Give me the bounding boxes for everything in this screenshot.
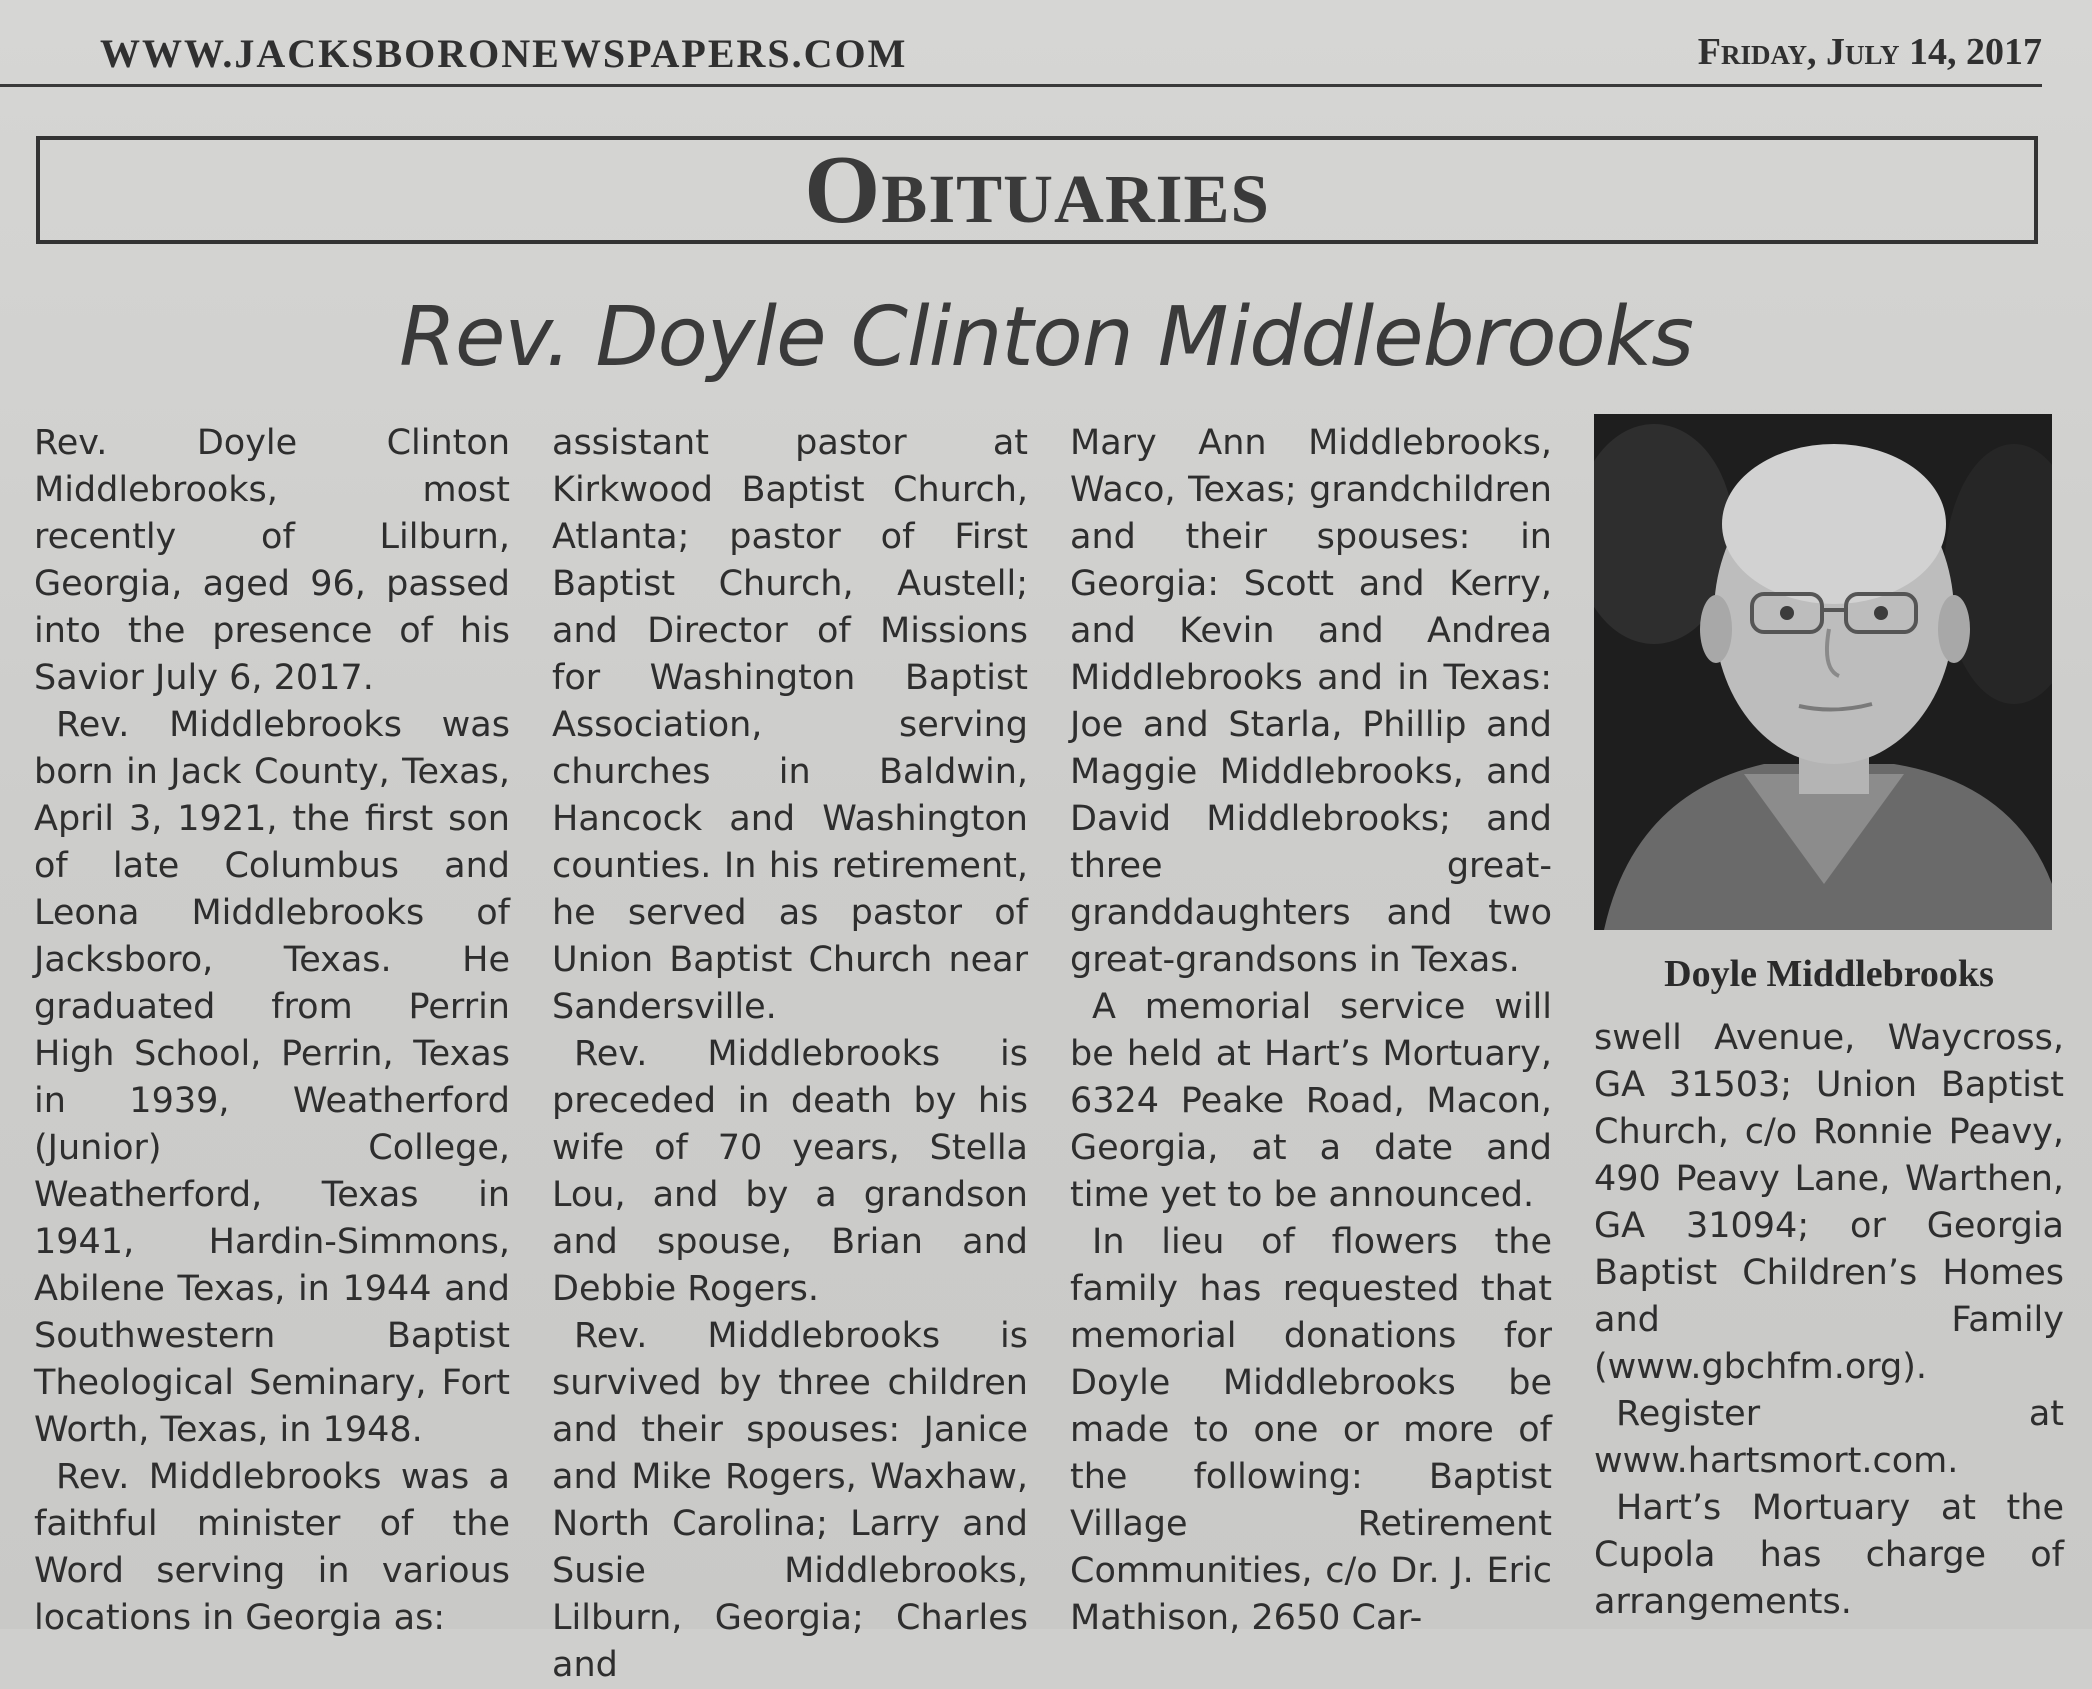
photo-caption: Doyle Middlebrooks	[1664, 953, 1994, 995]
article-column-2	[552, 420, 1028, 1689]
paragraph: A memorial service will be held at Hart’s Mortuary, 6324 Peake Road, Macon, Georgia, at a date and time yet to be announced.	[1070, 987, 1552, 1215]
obituary-headline: Rev. Doyle Clinton Middlebrooks	[399, 290, 1693, 385]
article-column-1	[34, 420, 510, 1642]
portrait-photo	[1594, 414, 2052, 930]
paragraph: Register at www.hartsmort.com.	[1594, 1394, 2064, 1481]
paragraph: Hart’s Mortuary at the Cupola has charge of arrangements.	[1594, 1488, 2064, 1622]
paragraph: Rev. Middlebrooks was a faithful minister of the Word serving in various locations in Georgia as:	[34, 1457, 510, 1638]
paragraph: Rev. Middlebrooks is preceded in death by his wife of 70 years, Stella Lou, and by a grandson and spouse, Brian and Debbie Rogers.	[552, 1034, 1028, 1309]
paragraph: assistant pastor at Kirkwood Baptist Church, Atlanta; pastor of First Baptist Church, Austell; and Director of Missions for Washington Baptist Association, serving churches in Baldwin, Hancock and Washington counties. In his retirement, he served as pastor of Union Baptist Church near Sandersville.	[552, 423, 1028, 1027]
paragraph: Rev. Middlebrooks is survived by three children and their spouses: Janice and Mike Rogers, Waxhaw, North Carolina; Larry and Susie Middlebrooks, Lilburn, Georgia; Charles and	[552, 1316, 1028, 1685]
portrait-illustration	[1594, 414, 2052, 930]
masthead-date: Friday, July 14, 2017	[1697, 31, 2042, 73]
masthead-website: WWW.JACKSBORONEWSPAPERS.COM	[100, 31, 908, 76]
paragraph: swell Avenue, Waycross, GA 31503; Union Baptist Church, c/o Ronnie Peavy, 490 Peavy Lane, Warthen, GA 31094; or Georgia Baptist Children’s Homes and Family (www.gbchfm.org).	[1594, 1018, 2064, 1387]
section-header-box	[36, 136, 2038, 244]
masthead-rule	[0, 84, 2042, 87]
section-title: Obituaries	[804, 136, 1270, 244]
paragraph: In lieu of flowers the family has requested that memorial donations for Doyle Middlebrooks be made to one or more of the following: Baptist Village Retirement Communities, c/o Dr. J. Eric Mathison, 2650 Car-	[1070, 1222, 1552, 1638]
paragraph: Rev. Middlebrooks was born in Jack County, Texas, April 3, 1921, the first son of late Columbus and Leona Middlebrooks of Jacksboro, Texas. He graduated from Perrin High School, Perrin, Texas in 1939, Weatherford (Junior) College, Weatherford, Texas in 1941, Hardin-Simmons, Abilene Texas, in 1944 and Southwestern Baptist Theological Seminary, Fort Worth, Texas, in 1948.	[34, 705, 510, 1450]
article-column-3	[1070, 420, 1552, 1642]
paragraph: Rev. Doyle Clinton Middlebrooks, most recently of Lilburn, Georgia, aged 96, passed into the presence of his Savior July 6, 2017.	[34, 423, 510, 698]
article-column-4	[1594, 1015, 2064, 1626]
paragraph: Mary Ann Middlebrooks, Waco, Texas; grandchildren and their spouses: in Georgia: Scott and Kerry, and Kevin and Andrea Middlebrooks and in Texas: Joe and Starla, Phillip and Maggie Middlebrooks, and David Middlebrooks; and three great-granddaughters and two great-grandsons in Texas.	[1070, 423, 1552, 980]
